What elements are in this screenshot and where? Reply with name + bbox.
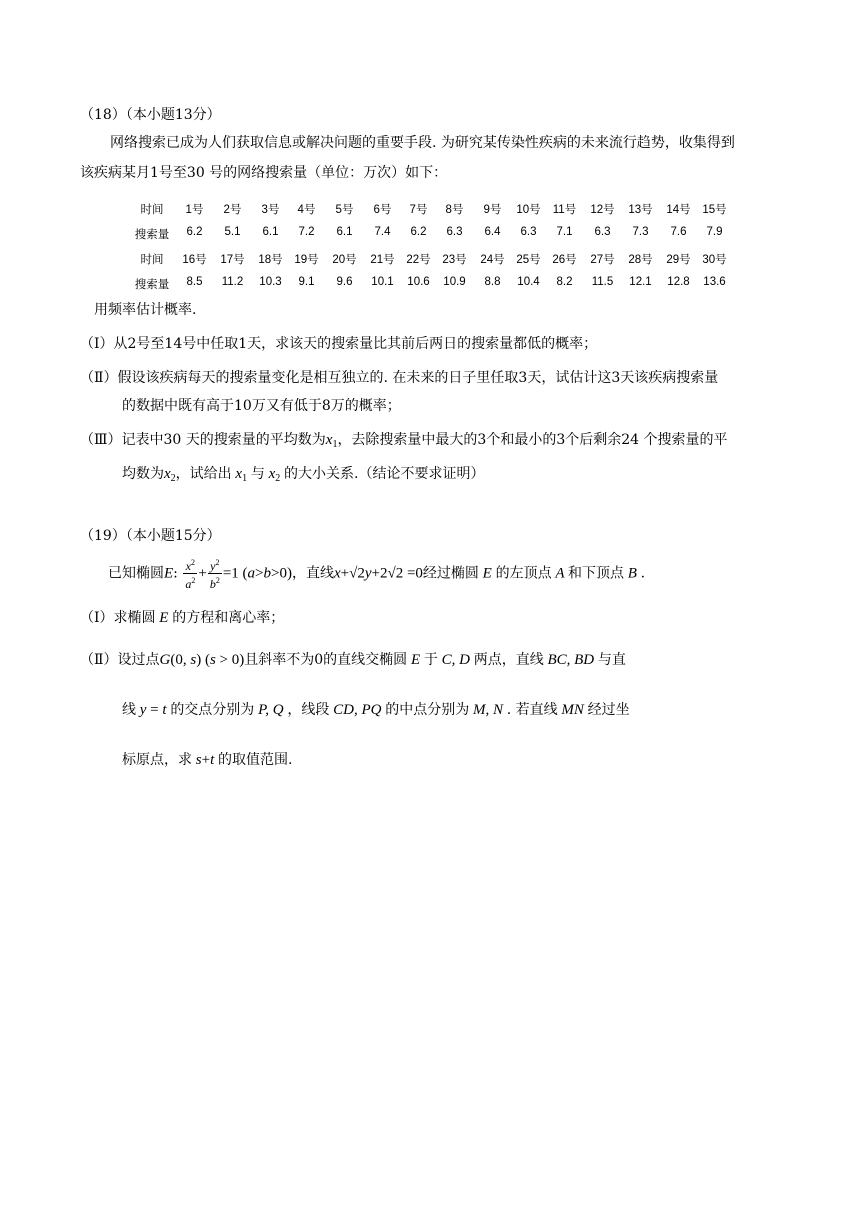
- q18-intro-line2: 该疾病某月1号至30 号的网络搜索量（单位：万次）如下：: [80, 165, 448, 181]
- table-cell-day-12: 27号: [590, 254, 615, 266]
- q18-part3-d: ，试给出: [175, 466, 232, 482]
- q19-part1-a: （Ⅰ）求椭圆: [80, 610, 156, 626]
- table-cell-day-7: 7号: [409, 204, 428, 216]
- q19-line2-e: . 若直线: [506, 702, 558, 718]
- q19-line2-a: 线: [122, 702, 136, 718]
- q19-line1-d: 的左顶点: [495, 565, 552, 582]
- table-cell-volume-12: 11.5: [591, 276, 614, 288]
- table-cell-day-6: 6号: [373, 204, 392, 216]
- q19-part2-b: 且斜率不为0的直线交椭圆: [244, 652, 408, 668]
- table-cell-day-10: 10号: [516, 204, 541, 216]
- table-cell-volume-14: 12.8: [667, 276, 690, 288]
- table-cell-volume-8: 10.9: [443, 276, 466, 288]
- table-cell-day-4: 4号: [297, 204, 316, 216]
- q18-intro-line1: 网络搜索已成为人们获取信息或解决问题的重要手段. 为研究某传染性疾病的未来流行趋势，收集得到: [110, 135, 735, 151]
- math-BC-BD: BC, BD: [543, 652, 598, 668]
- q19-part2-line1: （Ⅱ）设过点G(0, s) (s > 0)且斜率不为0的直线交椭圆 E 于 C, D 两点，直线 BC, BD 与直: [80, 652, 626, 668]
- table-cell-day-2: 17号: [220, 254, 245, 266]
- q19-part1: [80, 608, 284, 628]
- table-cell-volume-11: 8.2: [556, 276, 573, 288]
- math-x1: $x_1$: [325, 432, 338, 450]
- row-label-volume: 搜索量: [134, 227, 170, 241]
- q19-line3-a: 标原点，求: [122, 752, 192, 768]
- q19-line2-f: 经过坐: [587, 702, 630, 718]
- q19-part2-d: 两点，直线: [473, 652, 544, 668]
- math-E: E: [164, 565, 174, 582]
- table-cell-day-9: 9号: [483, 204, 502, 216]
- q18-part2-line2: 的数据中既有高于10万又有低于8万的概率；: [122, 398, 401, 414]
- q18-part1: （Ⅰ）从2号至14号中任取1天，求该天的搜索量比其前后两日的搜索量都低的概率；: [80, 336, 598, 352]
- math-PQ: P, Q: [254, 702, 288, 718]
- q19-part2-line3: 标原点，求 s+t 的取值范围.: [122, 752, 293, 768]
- table-cell-day-12: 12号: [590, 204, 615, 216]
- q19-line2-d: 的中点分别为: [385, 702, 470, 718]
- table-cell-volume-8: 6.3: [446, 226, 463, 238]
- math-s-plus-t: s: [192, 752, 202, 768]
- table-cell-day-8: 23号: [442, 254, 467, 266]
- math-B: B: [624, 565, 641, 582]
- table-cell-volume-15: 7.9: [706, 226, 723, 238]
- table-cell-volume-7: 10.6: [407, 276, 430, 288]
- q18-part3-line2: [122, 464, 484, 489]
- math-frac-y2-b2: $\frac{y^2}{b^2}$: [209, 558, 220, 591]
- table-cell-day-15: 15号: [702, 204, 727, 216]
- q18-part3-line1: [80, 430, 728, 455]
- math-A: A: [551, 565, 568, 582]
- table-cell-volume-2: 11.2: [221, 276, 244, 288]
- math-frac-x2-a2: $\frac{x^2}{a^2}$: [185, 558, 196, 591]
- q19-part2-a: （Ⅱ）设过点: [80, 652, 160, 668]
- table-cell-volume-5: 6.1: [336, 226, 353, 238]
- q19-heading: （19）（本小题15分）: [80, 528, 221, 544]
- math-CD-PQ: CD, PQ: [329, 702, 386, 718]
- row-label-time-2: 时间: [140, 252, 164, 266]
- table-cell-day-11: 11号: [552, 204, 577, 216]
- table-cell-volume-10: 6.3: [520, 226, 537, 238]
- table-cell-day-1: 16号: [182, 254, 207, 266]
- q19-line3-b: 的取值范围.: [217, 752, 293, 768]
- math-x2-b: $x_2$: [264, 466, 281, 484]
- table-cell-volume-4: 9.1: [298, 276, 315, 288]
- table-cell-volume-10: 10.4: [517, 276, 540, 288]
- math-eq1: =1 (: [222, 565, 248, 582]
- q18-part3-b: ，去除搜索量中最大的3个和最小的3个后剩余24 个搜索量的平: [337, 432, 728, 448]
- math-E-3: E: [155, 610, 173, 626]
- q19-part2-c: 于: [423, 652, 438, 668]
- math-x1-b: $x_1$: [231, 466, 248, 484]
- table-cell-volume-7: 6.2: [410, 226, 427, 238]
- table-cell-volume-9: 6.4: [484, 226, 501, 238]
- q18-part3-c: 均数为: [122, 466, 164, 482]
- table-cell-day-7: 22号: [406, 254, 431, 266]
- q19-line1-b: ，直线: [291, 565, 334, 582]
- table-cell-day-3: 3号: [261, 204, 280, 216]
- table-cell-volume-1: 8.5: [186, 276, 203, 288]
- math-CD: C, D: [437, 652, 474, 668]
- q18-part2-line1: （Ⅱ）假设该疾病每天的搜索量变化是相互独立的. 在未来的日子里任取3天，试估计这3天该疾病搜索量: [80, 370, 719, 386]
- table-cell-volume-6: 7.4: [374, 226, 391, 238]
- q19-line1-c: 经过椭圆: [422, 565, 479, 582]
- row-label-volume-2: 搜索量: [134, 277, 170, 291]
- q19-part2-line2: 线 y = t 的交点分别为 P, Q ，线段 CD, PQ 的中点分别为 M, N . 若直线 MN 经过坐: [122, 702, 630, 718]
- table-cell-volume-5: 9.6: [336, 276, 353, 288]
- table-cell-day-5: 5号: [335, 204, 354, 216]
- q19-line1-e: 和下顶点: [568, 565, 624, 582]
- table-cell-volume-2: 5.1: [224, 226, 241, 238]
- table-cell-volume-13: 12.1: [629, 276, 652, 288]
- table-cell-volume-9: 8.8: [484, 276, 501, 288]
- table-cell-volume-1: 6.2: [186, 226, 203, 238]
- math-line-eq: x: [333, 565, 341, 582]
- table-cell-volume-14: 7.6: [670, 226, 687, 238]
- math-x2: $x_2$: [164, 466, 176, 484]
- math-colon: :: [173, 565, 178, 582]
- table-cell-volume-15: 13.6: [703, 276, 726, 288]
- table-cell-day-4: 19号: [294, 254, 319, 266]
- q19-part2-e: 与直: [597, 652, 626, 668]
- table-cell-day-15: 30号: [702, 254, 727, 266]
- math-MN-points: M, N: [469, 702, 507, 718]
- table-cell-volume-6: 10.1: [371, 276, 394, 288]
- math-cond: a: [247, 565, 256, 582]
- q19-part1-b: 的方程和离心率；: [172, 610, 285, 626]
- q18-part3-e: 与: [250, 466, 265, 482]
- table-cell-day-14: 29号: [666, 254, 691, 266]
- table-cell-volume-4: 7.2: [298, 226, 315, 238]
- math-MN: MN: [557, 702, 588, 718]
- table-cell-day-13: 28号: [628, 254, 653, 266]
- table-cell-day-11: 26号: [552, 254, 577, 266]
- table-cell-day-6: 21号: [370, 254, 395, 266]
- math-G: G: [159, 652, 171, 668]
- q19-line1: 已知椭圆E: $\frac{x^2}{a^2}$ + $\frac{y^2}{b^2}$ =1 (a>b>0)，直线x+√2y+2√2 =0经过椭圆 E 的左顶点 A 和下顶点 B .: [108, 558, 646, 591]
- math-E-2: E: [478, 565, 496, 582]
- table-cell-volume-11: 7.1: [556, 226, 573, 238]
- table-cell-day-8: 8号: [445, 204, 464, 216]
- table-cell-day-2: 2号: [223, 204, 242, 216]
- math-E-4: E: [407, 652, 424, 668]
- table-cell-volume-3: 6.1: [262, 226, 279, 238]
- table-cell-volume-3: 10.3: [259, 276, 282, 288]
- table-cell-day-3: 18号: [258, 254, 283, 266]
- table-cell-day-14: 14号: [666, 204, 691, 216]
- q19-line2-b: 的交点分别为: [170, 702, 255, 718]
- q19-line1-a: 已知椭圆: [108, 565, 164, 582]
- q18-heading: （18）（本小题13分）: [80, 107, 221, 123]
- table-cell-volume-12: 6.3: [594, 226, 611, 238]
- table-cell-day-13: 13号: [628, 204, 653, 216]
- table-cell-day-9: 24号: [480, 254, 505, 266]
- table-cell-day-5: 20号: [332, 254, 357, 266]
- table-cell-day-1: 1号: [185, 204, 204, 216]
- q18-freq-note: 用频率估计概率.: [94, 302, 197, 318]
- q18-part3-a: （Ⅲ）记表中30 天的搜索量的平均数为: [80, 432, 326, 448]
- q19-line2-c: ，线段: [287, 702, 330, 718]
- table-cell-day-10: 25号: [516, 254, 541, 266]
- q18-part3-f: 的大小关系.（结论不要求证明）: [284, 466, 485, 482]
- math-y-eq-t: y: [136, 702, 151, 718]
- table-cell-volume-13: 7.3: [632, 226, 649, 238]
- row-label-time: 时间: [140, 202, 164, 216]
